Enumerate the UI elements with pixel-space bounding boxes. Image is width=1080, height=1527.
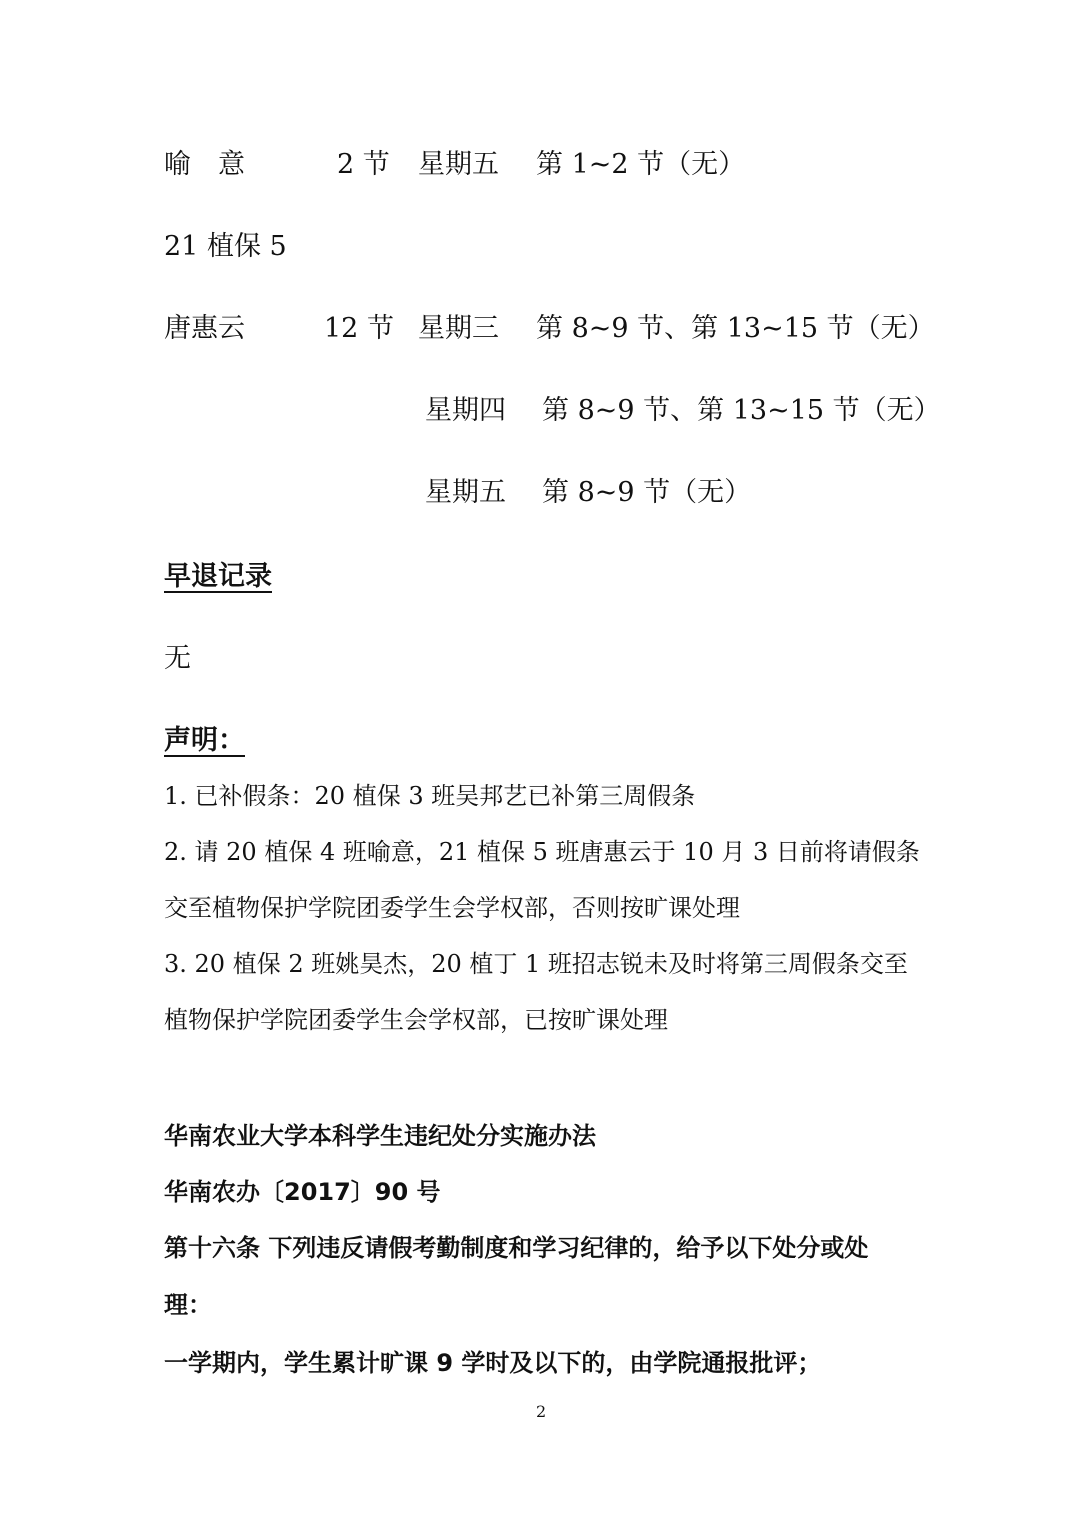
statement-line: 3. 20 植保 2 班姚昊杰，20 植丁 1 班招志锐未及时将第三周假条交至	[164, 950, 908, 978]
early-leave-heading: 早退记录	[164, 561, 272, 592]
early-leave-content: 无	[164, 643, 191, 674]
absence-periods: 第 8~9 节、第 13~15 节（无）	[542, 395, 941, 426]
regulation-title: 华南农业大学本科学生违纪处分实施办法	[164, 1122, 596, 1150]
statement-heading: 声明：	[164, 725, 245, 756]
regulation-doc-number: 华南农办〔2017〕90 号	[164, 1178, 441, 1206]
absence-day: 星期五	[418, 149, 499, 180]
statement-line: 1. 已补假条：20 植保 3 班吴邦艺已补第三周假条	[164, 782, 696, 810]
statement-line: 2. 请 20 植保 4 班喻意，21 植保 5 班唐惠云于 10 月 3 日前将请假条	[164, 838, 920, 866]
statement-line: 交至植物保护学院团委学生会学权部，否则按旷课处理	[164, 894, 740, 922]
absence-hours: 2 节	[337, 149, 390, 180]
statement-line: 植物保护学院团委学生会学权部，已按旷课处理	[164, 1006, 668, 1034]
absence-periods: 第 1~2 节（无）	[536, 149, 746, 180]
absence-day: 星期四	[425, 395, 506, 426]
absence-day: 星期五	[425, 477, 506, 508]
absence-day: 星期三	[418, 313, 499, 344]
regulation-article: 第十六条 下列违反请假考勤制度和学习纪律的，给予以下处分或处	[164, 1234, 869, 1262]
regulation-clause: 一学期内，学生累计旷课 9 学时及以下的，由学院通报批评；	[164, 1349, 822, 1377]
regulation-article: 理：	[164, 1291, 212, 1319]
student-name: 唐惠云	[164, 313, 245, 344]
absence-periods: 第 8~9 节（无）	[542, 477, 752, 508]
student-name: 喻 意	[164, 149, 245, 180]
class-label: 21 植保 5	[164, 231, 287, 262]
page-number: 2	[536, 1402, 547, 1421]
absence-hours: 12 节	[324, 313, 394, 344]
absence-periods: 第 8~9 节、第 13~15 节（无）	[536, 313, 935, 344]
